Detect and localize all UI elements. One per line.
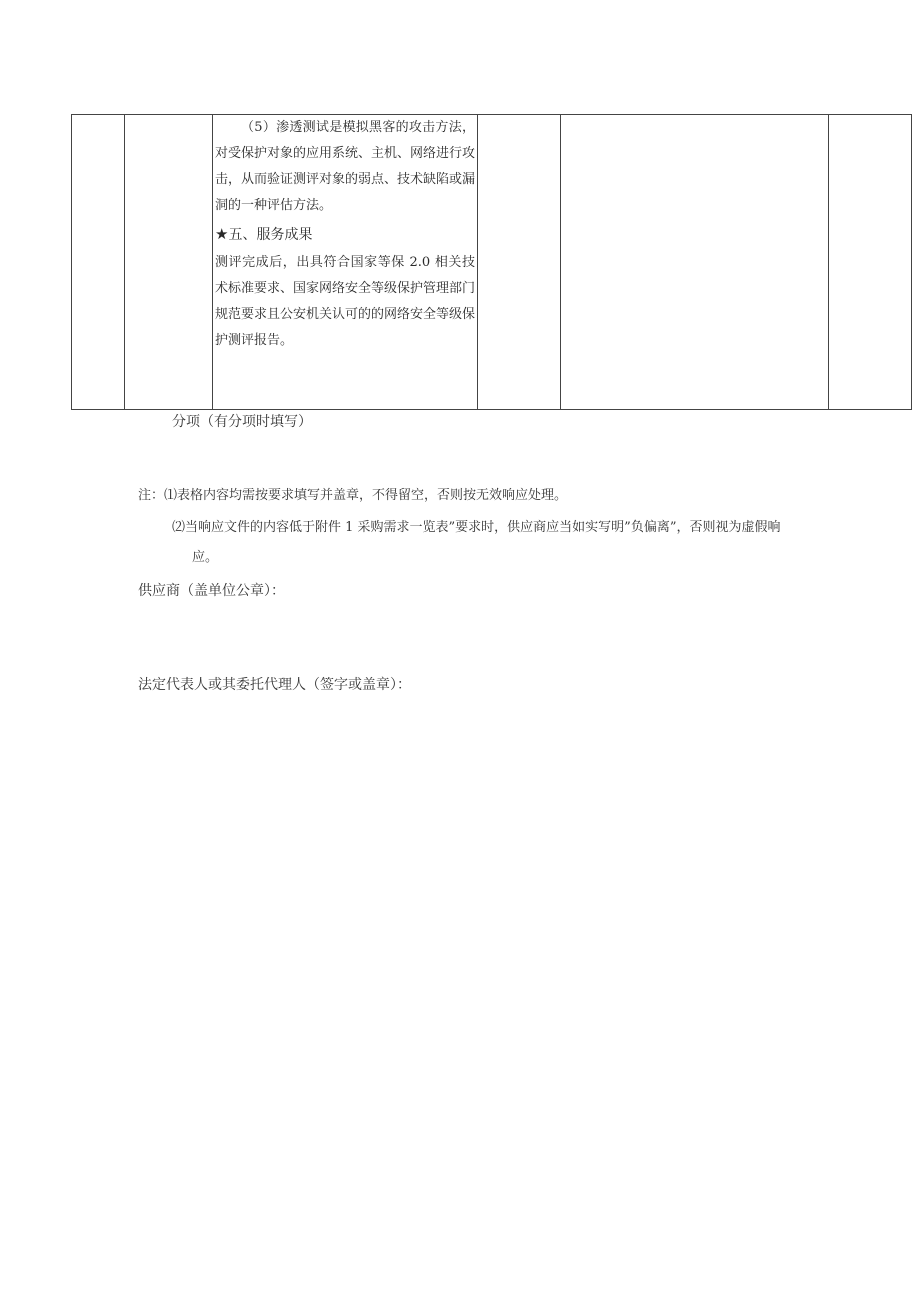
supplier-seal-label: 供应商（盖单位公章）： (138, 583, 285, 599)
section-title: 五、服务成果 (228, 227, 313, 243)
table-cell-deviation (829, 115, 912, 410)
subtotal-label: 分项（有分项时填写） (172, 414, 312, 430)
requirement-response-table (71, 114, 912, 410)
table-cell-response (478, 115, 561, 410)
note-2-continuation: 应。 (192, 550, 219, 565)
table-cell-requirement (213, 115, 478, 410)
note-1: 注：⑴表格内容均需按要求填写并盖章，不得留空，否则按无效响应处理。 (138, 488, 568, 503)
penetration-test-paragraph: （5）渗透测试是模拟黑客的攻击方法，对受保护对象的应用系统、主机、网络进行攻击，从而验证测评对象的弱点、技术缺陷或漏洞的一种评估方法。 (215, 120, 476, 213)
table-row (72, 115, 912, 410)
table-cell-item (125, 115, 213, 410)
deliverable-paragraph: 测评完成后，出具符合国家等保 2.0 相关技术标准要求、国家网络安全等级保护管理部门规范要求且公安机关认可的的网络安全等级保护测评报告。 (215, 255, 476, 348)
note-2: ⑵当响应文件的内容低于附件 1 采购需求一览表”要求时，供应商应当如实写明”负偏离”，否则视为虚假响 (172, 520, 781, 535)
table-cell-response-detail (561, 115, 829, 410)
section-heading (213, 221, 477, 248)
star-icon: ★ (215, 225, 229, 243)
legal-representative-signature-label: 法定代表人或其委托代理人（签字或盖章）： (138, 677, 411, 693)
table-cell-index (72, 115, 125, 410)
